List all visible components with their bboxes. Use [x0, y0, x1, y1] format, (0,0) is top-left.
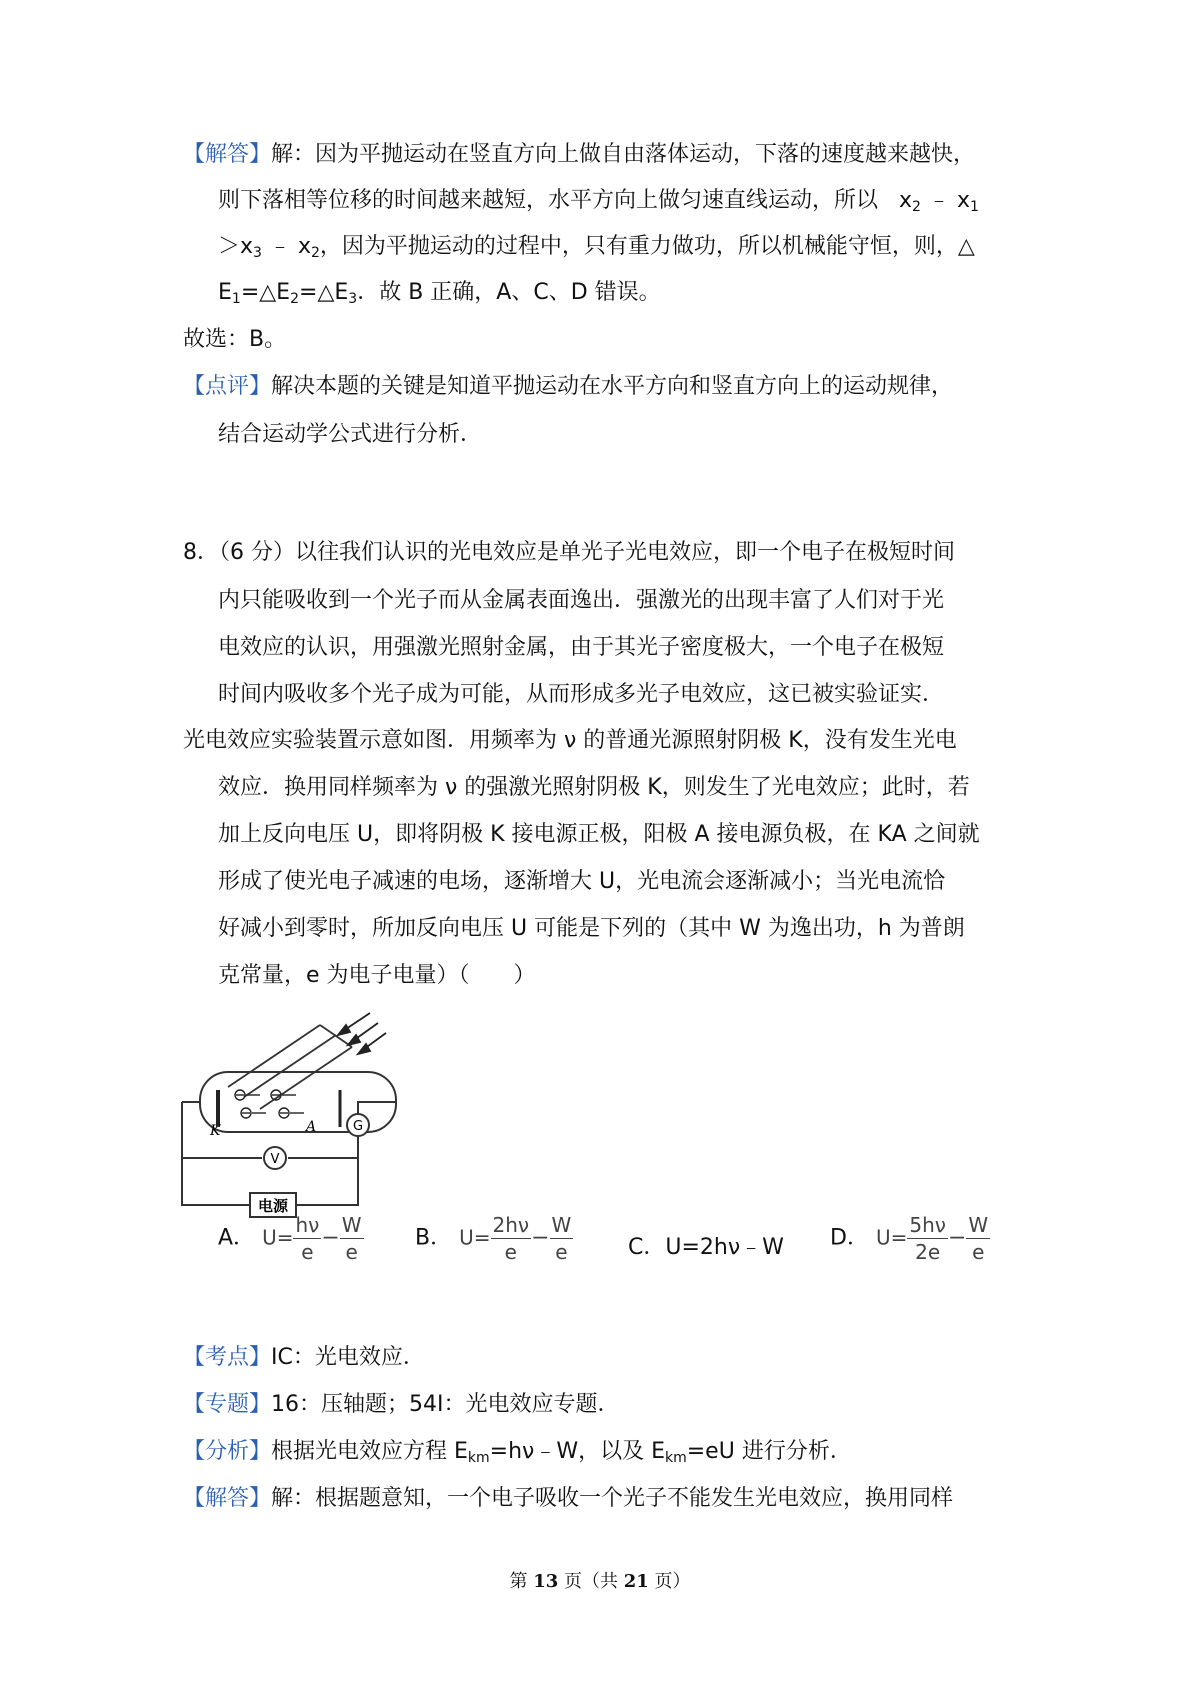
- fenxi-tag: 【分析】: [183, 1439, 272, 1464]
- comment-tag: 【点评】: [183, 374, 272, 399]
- prev-answer-line-3: $>x_3$ ﹣ $x_2$，因为平抛运动的过程中，只有重力做功，所以机械能守恒，则，△: [218, 234, 975, 261]
- question-line-10: 克常量，e 为电子电量）（ ）: [218, 963, 536, 988]
- prev-choice: 故选：B。: [183, 327, 287, 352]
- electrons: [235, 1090, 304, 1118]
- light-window: [228, 1025, 352, 1109]
- option-b: B． U= $\frac{2h\nu}{e}$ − $\frac{W}{e}$: [415, 1213, 572, 1264]
- prev-answer-line-1: 【解答】解：因为平抛运动在竖直方向上做自由落体运动，下落的速度越来越快，: [183, 142, 976, 167]
- question-line-6: 效应．换用同样频率为 ν 的强激光照射阴极 K，则发生了光电效应；此时，若: [218, 775, 970, 800]
- label-g: G: [352, 1119, 364, 1134]
- fenxi-line: 【分析】根据光电效应方程 $E_{km}=h\nu﹣W$，以及 $E_{km}=eU$ 进行分析．: [183, 1439, 852, 1466]
- prev-answer-line-4: $E_1=\triangle E_2=\triangle E_3$．故 B 正确，A、C、D 错误。: [218, 280, 661, 307]
- question-line-9: 好减小到零时，所加反向电压 U 可能是下列的（其中 W 为逸出功，h 为普朗: [218, 916, 965, 941]
- page-number: 13: [533, 1571, 559, 1592]
- option-a: A． U= $\frac{h\nu}{e}$ − $\frac{W}{e}$: [218, 1213, 362, 1264]
- question-line-2: 内只能吸收到一个光子而从金属表面逸出．强激光的出现丰富了人们对于光: [218, 588, 945, 613]
- option-c: C．U=2hν﹣W: [628, 1235, 784, 1260]
- label-a: A: [306, 1119, 317, 1135]
- prev-comment-line-1: 【点评】解决本题的关键是知道平抛运动在水平方向和竖直方向上的运动规律，: [183, 374, 954, 399]
- answer-tag-2: 【解答】: [183, 1486, 272, 1511]
- option-d: D． U= $\frac{5h\nu}{2e}$ − $\frac{W}{e}$: [830, 1213, 989, 1264]
- kaodian-tag: 【考点】: [183, 1345, 272, 1370]
- zhuanti-tag: 【专题】: [183, 1392, 272, 1417]
- answer-line: 【解答】解：根据题意知，一个电子吸收一个光子不能发生光电效应，换用同样: [183, 1486, 954, 1511]
- question-line-4: 时间内吸收多个光子成为可能，从而形成多光子电效应，这已被实验证实．: [218, 682, 945, 707]
- prev-answer-line-2: 则下落相等位移的时间越来越短，水平方向上做匀速直线运动，所以 $x_2$ ﹣ $x_1$: [218, 188, 979, 215]
- answer-tag: 【解答】: [183, 142, 272, 167]
- question-line-8: 形成了使光电子减速的电场，逐渐增大 U，光电流会逐渐减小；当光电流恰: [218, 869, 946, 894]
- prev-comment-line-2: 结合运动学公式进行分析．: [218, 422, 483, 447]
- label-v: V: [270, 1152, 280, 1167]
- label-source: 电源: [257, 1197, 289, 1215]
- question-line-7: 加上反向电压 U，即将阴极 K 接电源正极，阳极 A 接电源负极，在 KA 之间就: [218, 822, 980, 847]
- light-rays: [338, 1013, 386, 1054]
- zhuanti-line: 【专题】16：压轴题；54I：光电效应专题．: [183, 1392, 620, 1417]
- label-k: K: [210, 1123, 221, 1139]
- photoelectric-circuit-diagram: [180, 1005, 420, 1230]
- question-line-3: 电效应的认识，用强激光照射金属，由于其光子密度极大，一个电子在极短: [218, 635, 945, 660]
- question-line-5: 光电效应实验装置示意如图．用频率为 ν 的普通光源照射阴极 K，没有发生光电: [183, 728, 957, 753]
- total-pages: 21: [623, 1571, 649, 1592]
- page-footer: 第 13 页（共 21 页）: [509, 1571, 691, 1592]
- question-line-1: 8．（6 分）以往我们认识的光电效应是单光子光电效应，即一个电子在极短时间: [183, 540, 955, 565]
- kaodian-line: 【考点】IC：光电效应．: [183, 1345, 425, 1370]
